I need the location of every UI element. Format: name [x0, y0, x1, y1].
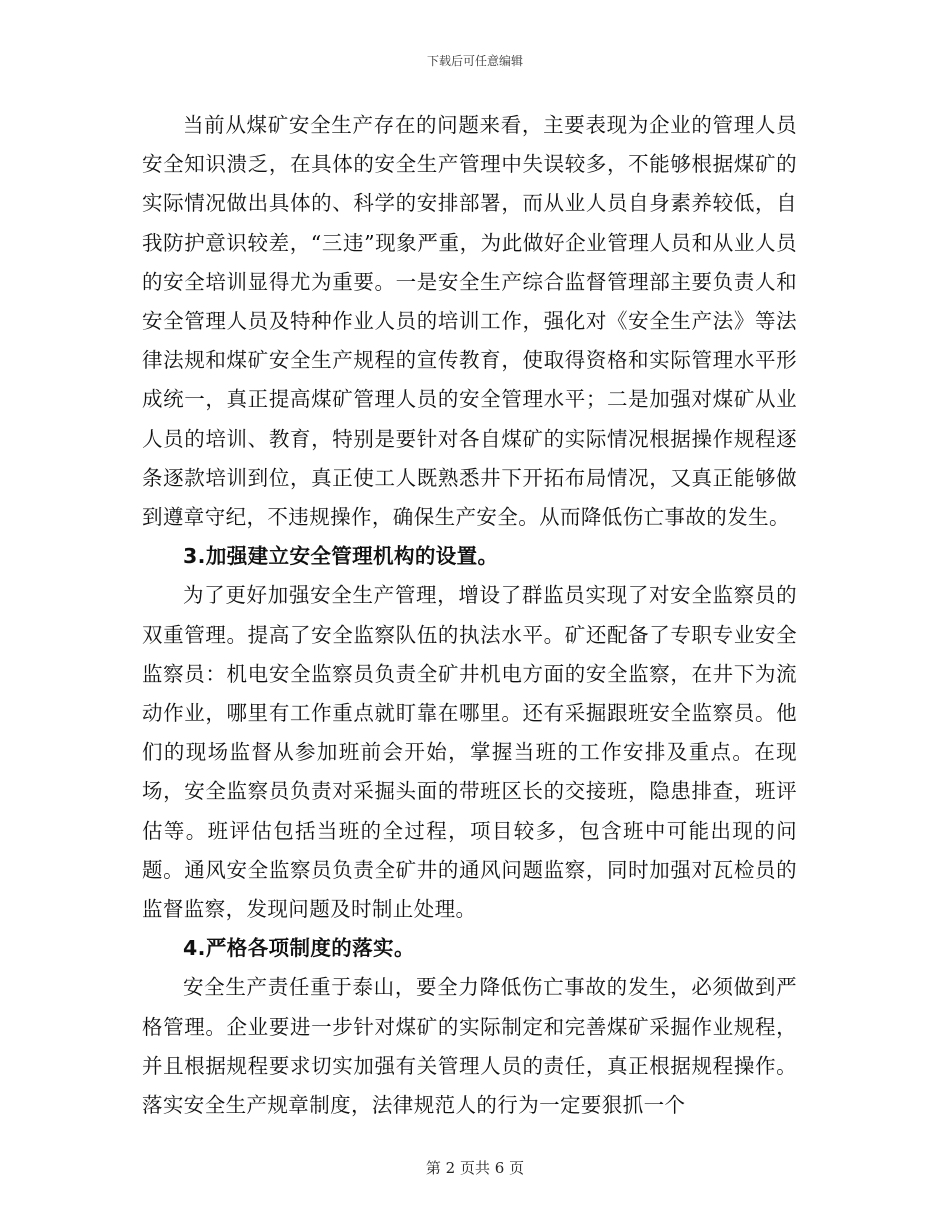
paragraph-strict-management: 安全生产责任重于泰山，要全力降低伤亡事故的发生，必须做到严格管理。企业要进一步针对煤矿的实际制定和完善煤矿采掘作业规程，并且根据规程要求切实加强有关管理人员的责任，真正根据规程操作。落实安全生产规章制度，法律规范人的行为一定要狠抓一个	[142, 975, 797, 1118]
section-heading-4: 4.严格各项制度的落实。	[183, 936, 415, 961]
section-heading-3: 3.加强建立安全管理机构的设置。	[183, 544, 499, 569]
paragraph-safety-supervision: 为了更好加强安全生产管理，增设了群监员实现了对安全监察员的双重管理。提高了安全监察队伍的执法水平。矿还配备了专职专业安全监察员：机电安全监察员负责全矿井机电方面的安全监察，在井下为流动作业，哪里有工作重点就盯靠在哪里。还有采掘跟班安全监察员。他们的现场监督从参加班前会开始，掌握当班的工作安排及重点。在现场，安全监察员负责对采掘头面的带班区长的交接班，隐患排查，班评估等。班评估包括当班的全过程，项目较多，包含班中可能出现的问题。通风安全监察员负责全矿井的通风问题监察，同时加强对瓦检员的监督监察，发现问题及时制止处理。	[142, 583, 797, 922]
document-body	[142, 106, 797, 1125]
page-number-footer: 第 2 页共 6 页	[425, 1159, 525, 1177]
page-header: 下载后可任意编辑	[426, 54, 523, 68]
paragraph-safety-training: 当前从煤矿安全生产存在的问题来看，主要表现为企业的管理人员安全知识溃乏，在具体的安全生产管理中失误较多，不能够根据煤矿的实际情况做出具体的、科学的安排部署，而从业人员自身素养较低，自我防护意识较差，“三违”现象严重，为此做好企业管理人员和从业人员的安全培训显得尤为重要。一是安全生产综合监督管理部主要负责人和安全管理人员及特种作业人员的培训工作，强化对《安全生产法》等法律法规和煤矿安全生产规程的宣传教育，使取得资格和实际管理水平形成统一，真正提高煤矿管理人员的安全管理水平；二是加强对煤矿从业人员的培训、教育，特别是要针对各自煤矿的实际情况根据操作规程逐条逐款培训到位，真正使工人既熟悉井下开拓布局情况，又真正能够做到遵章守纪，不违规操作，确保生产安全。从而降低伤亡事故的发生。	[142, 113, 797, 530]
